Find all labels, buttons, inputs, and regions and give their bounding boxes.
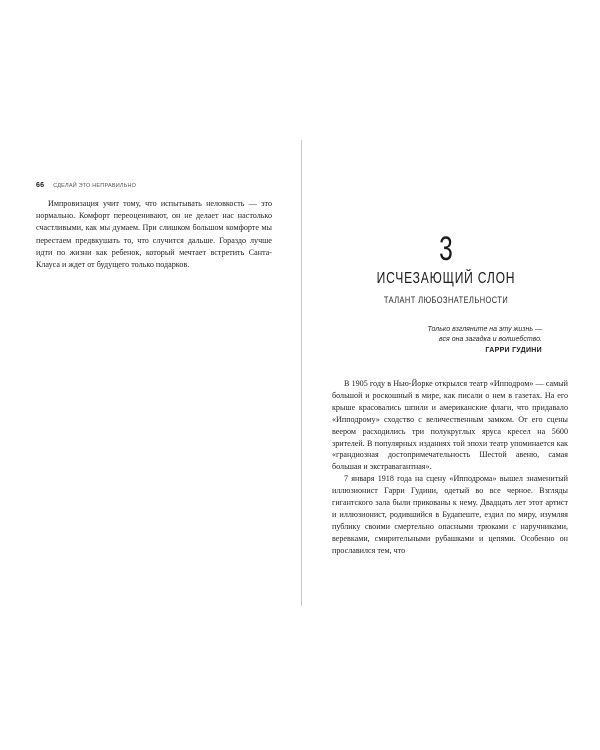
body-paragraph: В 1905 году в Нью-Йорке открылся театр «Ипподром» — самый большой и роскошный в мире, как писали о нем в газетах. На его крыше красовались шпили и американские флаги, что придавало «Ипподрому» сходство с величественным замком. От его сцены веером расходились три полукруглых яруса кресел на 5600 зрителей. В популярных изданиях той эпохи театр упоминается как «грандиозная достопримечательность Шестой авеню, самая большая и экстравагантная».: [332, 379, 568, 472]
epigraph-line-2: вся она загадка и волшебство.: [439, 336, 542, 343]
running-head-title: СДЕЛАЙ ЭТО НЕПРАВИЛЬНО: [53, 183, 137, 189]
right-page: [302, 0, 600, 750]
body-paragraph: 7 января 1918 года на сцену «Ипподрома» вышел знаменитый иллюзионист Гарри Гудини, одетый во все черное. Взгляды гигантского зала были прикованы к нему. Двадцать лет этот артист и иллюзионист, родившийся в Будапеште, ездил по миру, изумляя публику своими смертельно опасными трюками с наручниками, веревками, смирительными рубашками и цепями. Особенно он прославился тем, что: [332, 474, 568, 555]
chapter-title: ИСЧЕЗАЮЩИЙ СЛОН: [376, 270, 516, 287]
chapter-body: [332, 378, 568, 557]
epigraph-line-1: Только взгляните на эту жизнь —: [427, 326, 542, 333]
chapter-subtitle: ТАЛАНТ ЛЮБОЗНАТЕЛЬНОСТИ: [383, 295, 509, 306]
left-page-paragraph: Импровизация учит тому, что испытывать неловкость — это нормально. Комфорт переоценивают, он не делает нас настолько счастливыми, как мы думаем. При слишком большом комфорте мы перестаем предвкушать то, что случится дальше. Гораздо лучше идти по жизни как ребенок, который мечтает встретить Санта-Клауса и ждет от будущего только подарков.: [36, 199, 272, 270]
running-head: [36, 182, 136, 189]
page-number: 66: [36, 182, 45, 189]
chapter-number: 3: [439, 230, 453, 268]
epigraph-author: ГАРРИ ГУДИНИ: [485, 347, 542, 354]
epigraph: [316, 325, 542, 356]
